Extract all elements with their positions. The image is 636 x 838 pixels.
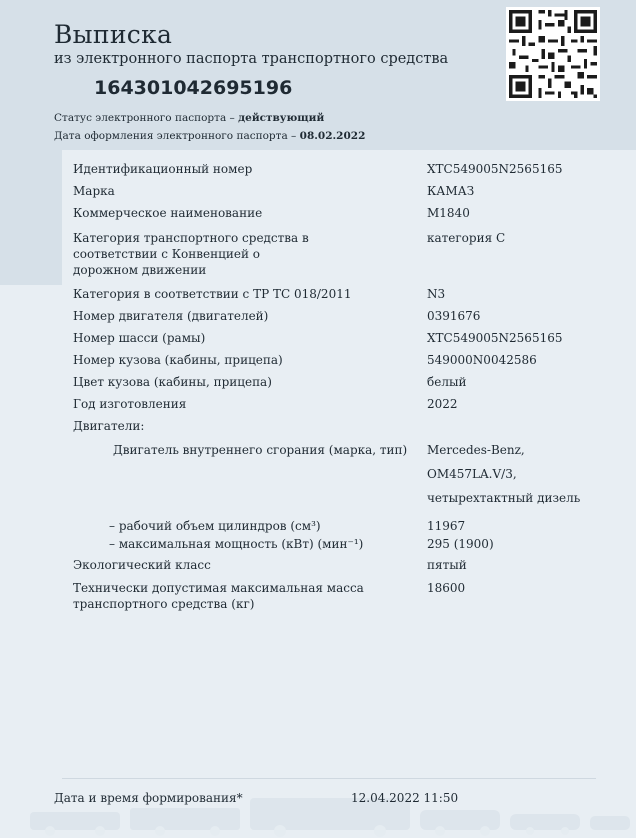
decorative-strip [0, 150, 62, 285]
field-value: N3 [427, 287, 446, 301]
field-value: 2022 [427, 397, 458, 411]
field-label: Экологический класс [73, 558, 211, 572]
field-label: Категория в соответствии с ТР ТС 018/2011 [73, 287, 352, 301]
field-label: Номер кузова (кабины, прицепа) [73, 353, 283, 367]
field-value: 295 (1900) [427, 537, 494, 551]
status-value: действующий [238, 112, 325, 124]
field-label: – максимальная мощность (кВт) (мин⁻¹) [109, 537, 364, 551]
field-label: Двигатель внутреннего сгорания (марка, тип) [113, 443, 408, 457]
field-label: Идентификационный номер [73, 162, 253, 176]
field-label: Номер шасси (рамы) [73, 331, 206, 345]
document-title: Выписка [54, 20, 173, 49]
issue-date-value: 08.02.2022 [299, 130, 366, 142]
field-value: КАМАЗ [427, 184, 475, 198]
field-label: Категория транспортного средства в соответствии с Конвенцией о дорожном движении [73, 231, 309, 277]
issue-date-line [54, 130, 365, 142]
passport-number: 164301042695196 [94, 77, 293, 99]
qr-code-icon [506, 7, 600, 101]
field-value: категория С [427, 231, 506, 245]
field-value: 18600 [427, 581, 466, 595]
issue-date-label: Дата оформления электронного паспорта – [54, 130, 300, 142]
field-label: Марка [73, 184, 115, 198]
field-value: четырехтактный дизель [427, 491, 581, 505]
status-label: Статус электронного паспорта – [54, 112, 239, 124]
field-value: OM457LA.V/3, [427, 467, 517, 481]
document-subtitle: из электронного паспорта транспортного средства [54, 51, 449, 67]
generated-at-value: 12.04.2022 11:50 [351, 791, 459, 805]
generated-at-label: Дата и время формирования* [54, 791, 243, 805]
field-label: Цвет кузова (кабины, прицепа) [73, 375, 272, 389]
field-label: Коммерческое наименование [73, 206, 263, 220]
field-label: Номер двигателя (двигателей) [73, 309, 269, 323]
field-label: Технически допустимая максимальная масса транспортного средства (кг) [73, 581, 364, 611]
footer-divider [62, 778, 596, 779]
field-value: Mercedes-Benz, [427, 443, 525, 457]
field-value: XTC549005N2565165 [427, 162, 563, 176]
field-label: Год изготовления [73, 397, 187, 411]
status-line [54, 112, 324, 124]
field-value: 549000N0042586 [427, 353, 537, 367]
field-value: XTC549005N2565165 [427, 331, 563, 345]
field-label: Двигатели: [73, 419, 145, 433]
field-value: 11967 [427, 519, 466, 533]
field-value: M1840 [427, 206, 470, 220]
field-label: – рабочий объем цилиндров (см³) [109, 519, 321, 533]
field-value: пятый [427, 558, 467, 572]
field-value: белый [427, 375, 467, 389]
field-value: 0391676 [427, 309, 481, 323]
